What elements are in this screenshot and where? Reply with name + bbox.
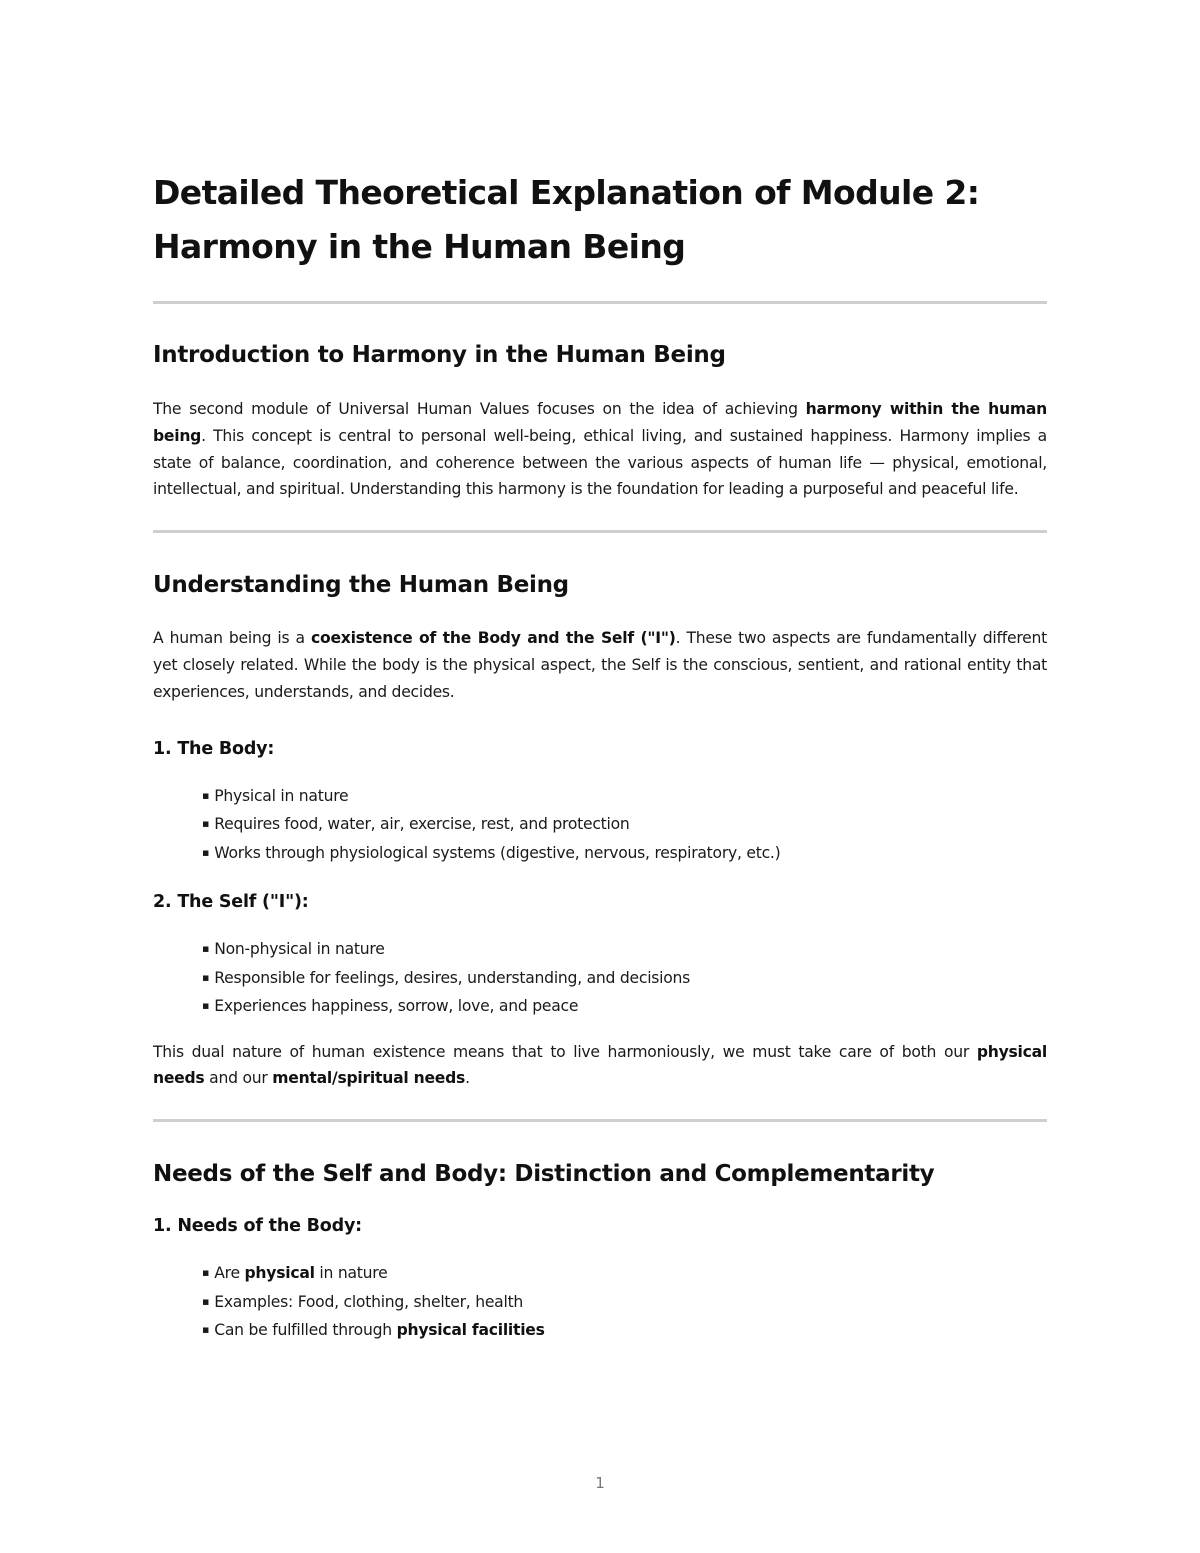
bold-coexistence: coexistence of the Body and the Self ("I") bbox=[311, 629, 676, 648]
list-item: ▪ Experiences happiness, sorrow, love, and peace bbox=[202, 997, 579, 1016]
list-item: ▪ Non-physical in nature bbox=[202, 940, 385, 959]
page-number: 1 bbox=[595, 1474, 605, 1492]
list-item: ▪ Physical in nature bbox=[202, 786, 349, 805]
section-heading-needs: Needs of the Self and Body: Distinction and Complementarity bbox=[153, 1161, 935, 1188]
body-list bbox=[153, 783, 1047, 869]
section-heading-understanding: Understanding the Human Being bbox=[153, 572, 569, 599]
subheading-needs-of-body: 1. Needs of the Body: bbox=[153, 1216, 362, 1237]
understanding-paragraph: A human being is a coexistence of the Body and the Self ("I"). These two aspects are fundamentally different yet closely related. While the body is the physical aspect, the Self is the conscious, sentient, and rational entity that experiences, understands, and decides. bbox=[153, 629, 1047, 701]
bold-physical-needs: physical needs bbox=[153, 1042, 1047, 1088]
list-item: ▪ Are physical in nature bbox=[202, 1264, 388, 1283]
intro-paragraph: The second module of Universal Human Values focuses on the idea of achieving harmony within the human being. This concept is central to personal well-being, ethical living, and sustained happiness. Harmony implies a state of balance, coordination, and coherence between the various aspects of human life — physical, emotional, intellectual, and spiritual. Understanding this harmony is the foundation for leading a purposeful and peaceful life. bbox=[153, 400, 1047, 499]
divider bbox=[153, 1119, 1047, 1122]
list-item: ▪ Can be fulfilled through physical facilities bbox=[202, 1321, 545, 1340]
bold-harmony-within: harmony within the human being bbox=[153, 400, 1047, 445]
dual-nature-paragraph: This dual nature of human existence means that to live harmoniously, we must take care of both our physical needs and our mental/spiritual needs. bbox=[153, 1042, 1047, 1088]
list-item: ▪ Examples: Food, clothing, shelter, health bbox=[202, 1292, 524, 1311]
subheading-the-body: 1. The Body: bbox=[153, 738, 275, 759]
subheading-the-self: 2. The Self ("I"): bbox=[153, 892, 309, 913]
list-item: ▪ Requires food, water, air, exercise, rest, and protection bbox=[202, 815, 630, 834]
list-item: ▪ Responsible for feelings, desires, understanding, and decisions bbox=[202, 968, 691, 987]
bold-mental-spiritual-needs: mental/spiritual needs bbox=[272, 1069, 466, 1088]
page-content bbox=[153, 166, 1047, 1346]
divider bbox=[153, 301, 1047, 304]
title-line-1: Detailed Theoretical Explanation of Module 2: bbox=[153, 173, 980, 212]
self-list bbox=[153, 936, 1047, 1022]
list-item: ▪ Works through physiological systems (digestive, nervous, respiratory, etc.) bbox=[202, 843, 781, 862]
divider bbox=[153, 530, 1047, 533]
document-title bbox=[153, 166, 1047, 274]
title-line-2: Harmony in the Human Being bbox=[153, 227, 686, 266]
section-heading-introduction: Introduction to Harmony in the Human Being bbox=[153, 342, 726, 368]
needs-body-list bbox=[153, 1260, 1047, 1346]
